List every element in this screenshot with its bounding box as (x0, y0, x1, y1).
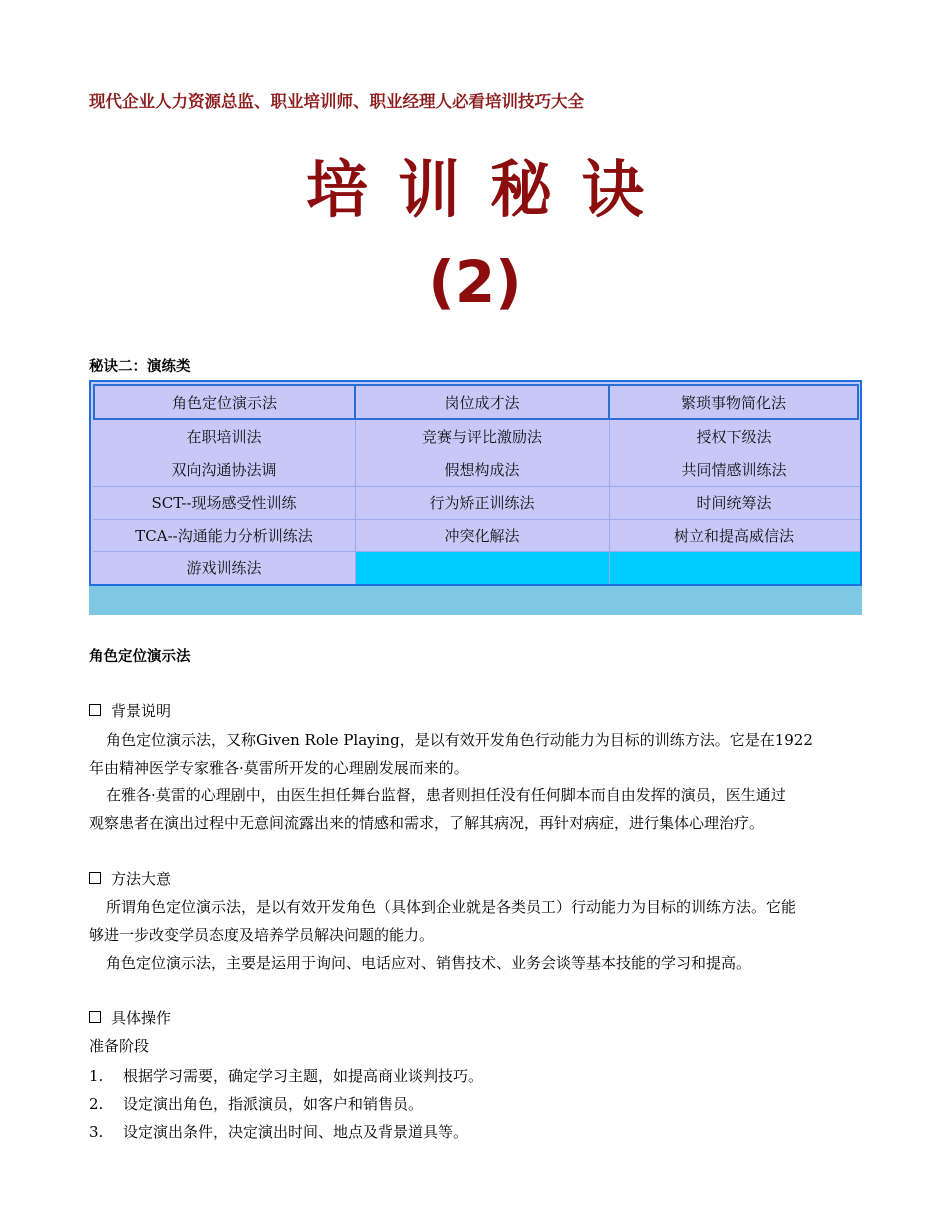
table-header-cell: 岗位成才法 (354, 384, 610, 420)
table-cell-empty (356, 552, 609, 584)
list-text: 设定演出角色，指派演员，如客户和销售员。 (123, 1095, 424, 1113)
checkbox-square-icon (89, 1011, 101, 1023)
section-title-text: 背景说明 (111, 702, 172, 720)
section-background-title (89, 700, 171, 721)
list-item (89, 1065, 483, 1086)
paragraph-line: 在雅各·莫雷的心理剧中，由医生担任舞台监督，患者则担任没有任何脚本而自由发挥的演员，医生通过 (106, 786, 786, 804)
paragraph-line: 观察患者在演出过程中无意间流露出来的情感和需求，了解其病况，再针对病症，进行集体心理治疗。 (89, 814, 765, 832)
paragraph-line: 够进一步改变学员态度及培养学员解决问题的能力。 (89, 926, 435, 944)
table-cell: 授权下级法 (696, 427, 772, 446)
table-cell: 时间统筹法 (696, 494, 772, 512)
list-number: 2. (89, 1095, 104, 1113)
table-cell: 共同情感训练法 (681, 460, 787, 479)
table-cell: 树立和提高威信法 (673, 526, 794, 545)
checkbox-square-icon (89, 872, 101, 884)
section-method-title (89, 868, 171, 889)
document-part-number: (2) (428, 248, 522, 316)
list-number: 1. (89, 1067, 104, 1085)
table-cell: 竞赛与评比激励法 (421, 427, 542, 446)
paragraph-line: 角色定位演示法，又称Given Role Playing，是以有效开发角色行动能力为目标的训练方法。它是在1922 (106, 731, 813, 749)
table-cell: 行为矫正训练法 (429, 494, 535, 512)
paragraph-line: 角色定位演示法，主要是运用于询问、电话应对、销售技术、业务会谈等基本技能的学习和提高。 (106, 954, 752, 972)
table-cell: 冲突化解法 (444, 526, 520, 545)
section-title-text: 具体操作 (111, 1009, 172, 1027)
table-header-cell: 繁琐事物简化法 (608, 384, 859, 420)
paragraph-line: 所谓角色定位演示法，是以有效开发角色（具体到企业就是各类员工）行动能力为目标的训练方法。它能 (106, 898, 797, 916)
list-item (89, 1093, 423, 1114)
table-header-cell: 角色定位演示法 (93, 384, 356, 420)
document-title: 培训秘诀 (305, 153, 674, 226)
table-cell-empty (610, 552, 860, 584)
section-label: 秘诀二：演练类 (89, 359, 191, 375)
article-heading: 角色定位演示法 (89, 649, 191, 665)
table-cell: 在职培训法 (186, 427, 262, 446)
section-title-text: 方法大意 (111, 870, 172, 888)
checkbox-square-icon (89, 704, 101, 716)
table-cell: 假想构成法 (444, 460, 520, 479)
table-cell: TCA--沟通能力分析训练法 (135, 526, 313, 545)
document-subtitle: 现代企业人力资源总监、职业培训师、职业经理人必看培训技巧大全 (89, 92, 584, 111)
methods-table (89, 380, 862, 615)
paragraph-line: 年由精神医学专家雅各·莫雷所开发的心理剧发展而来的。 (89, 759, 469, 777)
section-operation-title (89, 1007, 171, 1028)
list-text: 设定演出条件，决定演出时间、地点及背景道具等。 (123, 1123, 469, 1141)
list-number: 3. (89, 1123, 104, 1141)
list-item (89, 1121, 468, 1142)
table-cell: 双向沟通协法调 (171, 460, 277, 479)
table-cell: 游戏训练法 (186, 558, 262, 577)
prep-stage-title: 准备阶段 (89, 1037, 150, 1055)
list-text: 根据学习需要，确定学习主题，如提高商业谈判技巧。 (123, 1067, 484, 1085)
table-cell: SCT--现场感受性训练 (151, 494, 297, 512)
